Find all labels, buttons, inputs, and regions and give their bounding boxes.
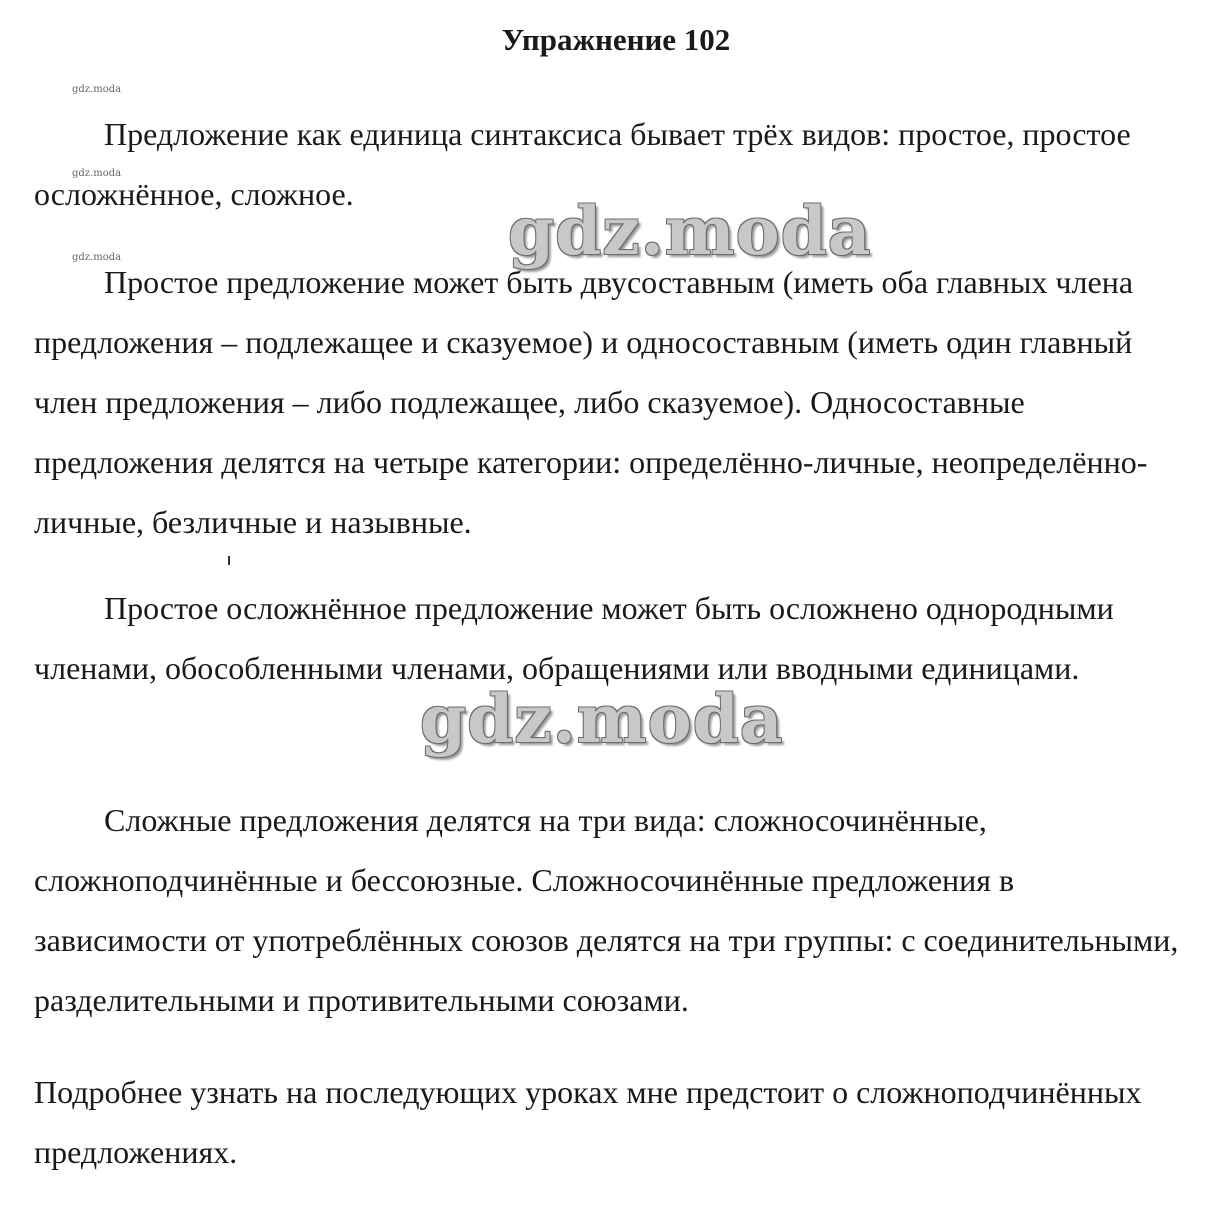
large-watermark: gdz.moda	[420, 680, 784, 758]
paragraph-complex-sentence: Сложные предложения делятся на три вида: сложносочинённые, сложноподчинённые и бессоюзные. Сложносочинённые предложения в зависимости от употреблённых союзов делятся на три группы: с соединительными, разделительными и противительными союзами.	[34, 802, 1179, 1018]
paragraph-complicated-sentence: Простое осложнённое предложение может быть осложнено однородными членами, обособленными членами, обращениями или вводными единицами.	[34, 590, 1114, 686]
scan-speck	[228, 556, 230, 565]
small-watermark: gdz.moda	[72, 252, 122, 263]
exercise-title: Упражнение 102	[501, 22, 731, 57]
large-watermark: gdz.moda	[508, 192, 872, 270]
paragraph-simple-sentence: Простое предложение может быть двусоставным (иметь оба главных члена предложения – подлежащее и сказуемое) и односоставным (иметь один главный член предложения – либо подлежащее, либо сказуемое). Односоставные предложения делятся на четыре категории: определённо-личные, неопределённо-личные, безличные и назывные.	[34, 264, 1148, 540]
paragraph-sentence-types: Предложение как единица синтаксиса бывает трёх видов: простое, простое осложнённое, сложное.	[34, 116, 1131, 212]
small-watermark: gdz.moda	[72, 84, 122, 95]
small-watermark: gdz.moda	[72, 168, 122, 179]
paragraph-conclusion: Подробнее узнать на последующих уроках мне предстоит о сложноподчинённых предложениях.	[34, 1074, 1142, 1170]
